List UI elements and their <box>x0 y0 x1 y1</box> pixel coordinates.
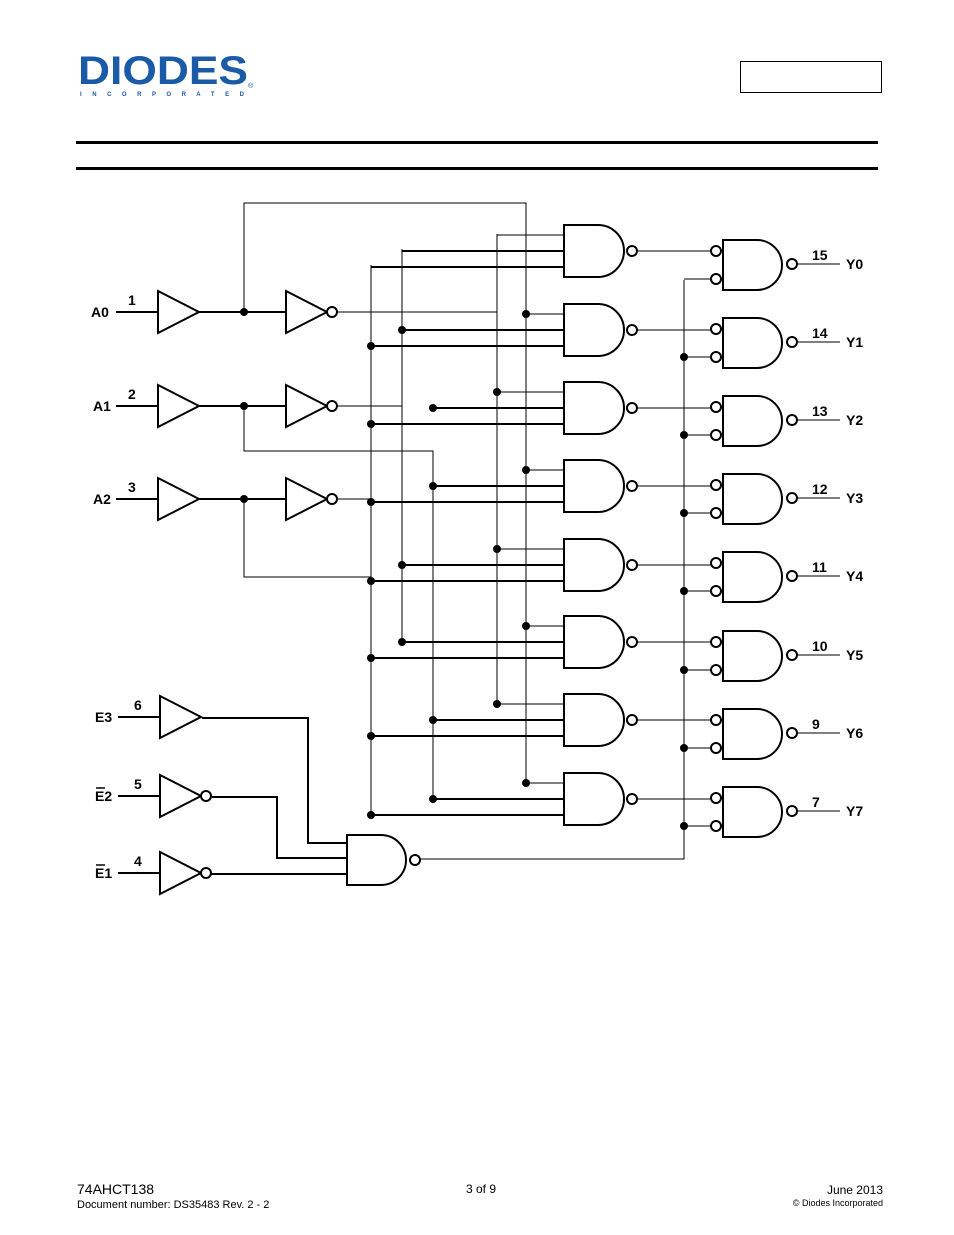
junction-dot <box>398 326 406 334</box>
inversion-bubble <box>711 246 721 256</box>
input-label-e2: E2 <box>95 788 113 804</box>
output-label-y1: Y1 <box>846 334 864 350</box>
inversion-bubble <box>627 481 637 491</box>
inversion-bubble <box>327 494 337 504</box>
output-nand-y5 <box>723 631 782 681</box>
output-nand-y7 <box>723 787 782 837</box>
output-nand-y2 <box>723 396 782 446</box>
inversion-bubble <box>327 307 337 317</box>
junction-dot <box>429 404 437 412</box>
output-label-y4: Y4 <box>846 568 864 584</box>
enable-e3-wire <box>202 718 347 843</box>
junction-dot <box>240 308 248 316</box>
inversion-bubble <box>711 508 721 518</box>
pin-number-y3: 12 <box>812 481 828 497</box>
output-label-y3: Y3 <box>846 490 864 506</box>
bus-not-a2 <box>332 499 371 812</box>
logo-registered-mark: ® <box>248 83 254 90</box>
junction-dot <box>398 561 406 569</box>
bus-a2-feed <box>244 499 371 577</box>
logo-wordmark: DIODES <box>78 50 248 93</box>
junction-dot <box>680 509 688 517</box>
output-nand-y0 <box>723 240 782 290</box>
junction-dot <box>367 577 375 585</box>
output-label-y6: Y6 <box>846 725 864 741</box>
junction-dot <box>680 587 688 595</box>
input-label-e1: E1 <box>95 865 113 881</box>
pin-number-e2: 5 <box>134 776 142 792</box>
junction-dot <box>680 744 688 752</box>
inversion-bubble <box>327 401 337 411</box>
output-label-y0: Y0 <box>846 256 864 272</box>
output-nand-y1 <box>723 318 782 368</box>
footer-date: June 2013 <box>826 1183 883 1197</box>
decode-nand-2 <box>564 382 624 434</box>
pin-number-a1: 2 <box>128 386 136 402</box>
junction-dot <box>367 420 375 428</box>
pin-number-y2: 13 <box>812 403 828 419</box>
enable-bus <box>415 280 684 859</box>
junction-dot <box>429 482 437 490</box>
pin-number-y0: 15 <box>812 247 828 263</box>
inversion-bubble <box>787 650 797 660</box>
input-label-a1: A1 <box>93 398 111 414</box>
junction-dot <box>240 402 248 410</box>
junction-dot <box>680 431 688 439</box>
inversion-bubble <box>201 791 211 801</box>
inversion-bubble <box>711 586 721 596</box>
inversion-bubble <box>711 324 721 334</box>
pin-number-y4: 11 <box>812 559 827 575</box>
enable-nand <box>347 835 406 885</box>
inverter-a1 <box>286 385 327 427</box>
decode-nand-4 <box>564 539 624 591</box>
buffer-a0 <box>158 291 199 333</box>
junction-dot <box>367 732 375 740</box>
junction-dot <box>367 342 375 350</box>
junction-dot <box>522 622 530 630</box>
output-nand-y3 <box>723 474 782 524</box>
inversion-bubble <box>711 793 721 803</box>
inversion-bubble <box>711 352 721 362</box>
inversion-bubble <box>201 868 211 878</box>
buffer-a1 <box>158 385 199 427</box>
junction-dot <box>367 498 375 506</box>
input-label-a2: A2 <box>93 491 111 507</box>
pin-number-y6: 9 <box>812 716 820 732</box>
inversion-bubble <box>410 855 420 865</box>
inversion-bubble <box>711 402 721 412</box>
buffer-e2 <box>160 775 201 817</box>
inversion-bubble <box>787 337 797 347</box>
junction-dot <box>493 545 501 553</box>
decode-nand-0 <box>564 225 624 277</box>
junction-dot <box>398 638 406 646</box>
inversion-bubble <box>711 480 721 490</box>
junction-dot <box>493 700 501 708</box>
footer-copyright: © Diodes Incorporated <box>792 1198 883 1208</box>
inversion-bubble <box>627 403 637 413</box>
inversion-bubble <box>711 715 721 725</box>
inversion-bubble <box>711 558 721 568</box>
inversion-bubble <box>711 637 721 647</box>
junction-dot <box>429 716 437 724</box>
decode-nand-7 <box>564 773 624 825</box>
inversion-bubble <box>787 728 797 738</box>
input-label-a0: A0 <box>91 304 109 320</box>
inversion-bubble <box>711 430 721 440</box>
gates <box>158 225 797 894</box>
inverter-a2 <box>286 478 327 520</box>
inversion-bubble <box>627 246 637 256</box>
pin-number-y7: 7 <box>812 794 820 810</box>
junction-dot <box>522 466 530 474</box>
bus-a1 <box>244 406 433 797</box>
pin-number-e3: 6 <box>134 697 142 713</box>
logo-subtext: I N C O R P O R A T E D <box>80 92 245 98</box>
bus-not-a1 <box>332 406 402 640</box>
inversion-bubble <box>627 637 637 647</box>
pin-number-y5: 10 <box>812 638 828 654</box>
inversion-bubble <box>711 743 721 753</box>
junction-dot <box>522 779 530 787</box>
junction-dot <box>429 795 437 803</box>
output-nand-y4 <box>723 552 782 602</box>
wires <box>244 203 840 859</box>
pin-number-y1: 14 <box>812 325 828 341</box>
output-nand-y6 <box>723 709 782 759</box>
junction-dot <box>240 495 248 503</box>
bus-not-a0 <box>332 312 497 702</box>
inversion-bubble <box>627 794 637 804</box>
decode-nand-3 <box>564 460 624 512</box>
buffer-e3 <box>160 696 201 738</box>
pin-number-a2: 3 <box>128 479 136 495</box>
inversion-bubble <box>787 493 797 503</box>
junction-dot <box>367 811 375 819</box>
footer-document-number: Document number: DS35483 Rev. 2 - 2 <box>77 1199 270 1211</box>
input-label-e3: E3 <box>95 709 113 725</box>
inversion-bubble <box>711 665 721 675</box>
inversion-bubble <box>711 274 721 284</box>
decode-nand-6 <box>564 694 624 746</box>
pin-number-a0: 1 <box>128 292 136 308</box>
junction-dot <box>680 666 688 674</box>
inversion-bubble <box>627 715 637 725</box>
decode-nand-5 <box>564 616 624 668</box>
pin-number-e1: 4 <box>134 853 142 869</box>
inversion-bubble <box>627 560 637 570</box>
junction-dot <box>680 822 688 830</box>
inverter-a0 <box>286 291 327 333</box>
junction-dot <box>493 388 501 396</box>
output-label-y2: Y2 <box>846 412 864 428</box>
inversion-bubble <box>787 571 797 581</box>
output-label-y5: Y5 <box>846 647 864 663</box>
footer-page-number: 3 of 9 <box>465 1182 497 1196</box>
inversion-bubble <box>627 325 637 335</box>
buffer-a2 <box>158 478 199 520</box>
inversion-bubble <box>787 259 797 269</box>
junction-dot <box>367 654 375 662</box>
decode-nand-1 <box>564 304 624 356</box>
inversion-bubble <box>787 806 797 816</box>
buffer-e1 <box>160 852 201 894</box>
enable-e2-wire <box>210 797 347 858</box>
inversion-bubble <box>787 415 797 425</box>
footer-part-number: 74AHCT138 <box>77 1181 155 1197</box>
junction-dot <box>680 353 688 361</box>
inversion-bubble <box>711 821 721 831</box>
junction-dot <box>522 310 530 318</box>
output-label-y7: Y7 <box>846 803 864 819</box>
